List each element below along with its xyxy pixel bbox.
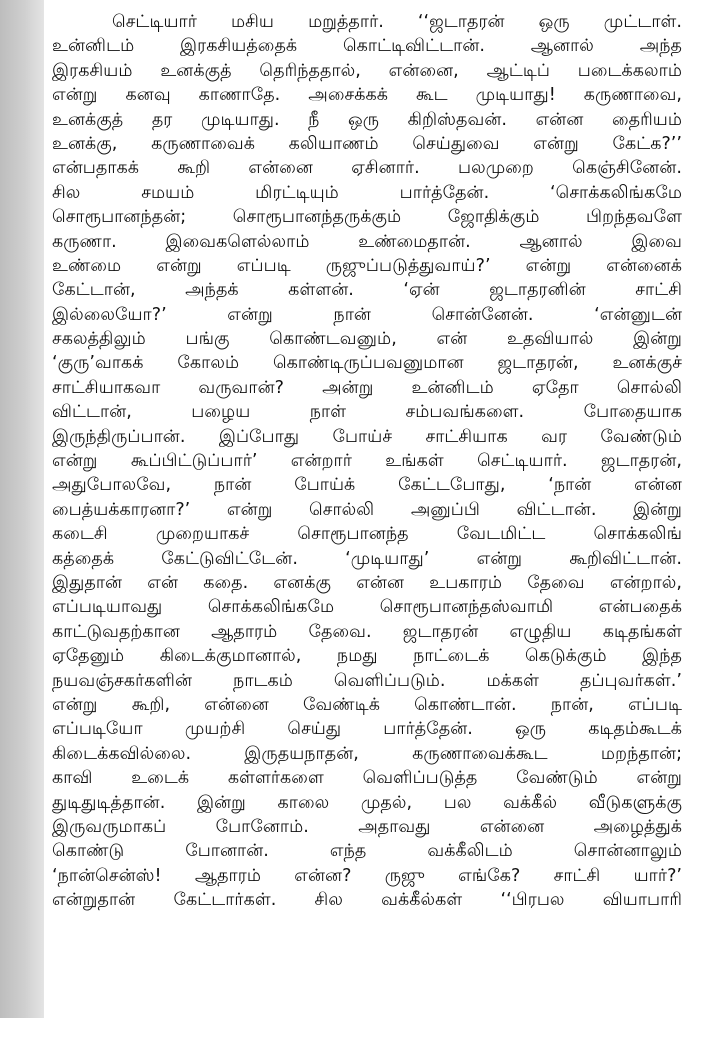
text-line: உனக்குத் தர முடியாது. நீ ஒரு கிறிஸ்தவன். என்ன தைரியம்: [52, 109, 682, 130]
text-line: என்பதாகக் கூறி என்னை ஏசினார். பலமுறை கெஞ்சினேன்.: [52, 158, 682, 179]
text-line: காவி உடைக் கள்ளர்களை வெளிப்படுத்த வேண்டும் என்று: [52, 768, 682, 789]
text-line: இரகசியம் உனக்குத் தெரிந்ததால், என்னை, ஆட்டிப் படைக்கலாம்: [52, 60, 682, 81]
text-line: இருவருமாகப் போனோம். அதாவது என்னை அழைத்துக்: [52, 816, 682, 837]
text-line: ‘குரு’வாகக் கோலம் கொண்டிருப்பவனுமான ஜடாதரன், உனக்குச்: [52, 353, 682, 374]
text-line: நயவஞ்சகர்களின் நாடகம் வெளிப்படும். மக்கள் தப்புவர்கள்.’: [52, 670, 682, 691]
text-line: சில சமயம் மிரட்டியும் பார்த்தேன். ‘சொக்கலிங்கமே: [52, 182, 682, 203]
text-line: சகலத்திலும் பங்கு கொண்டவனும், என் உதவியால் இன்று: [52, 329, 682, 350]
body-text: [52, 10, 682, 912]
text-line: கத்தைக் கேட்டுவிட்டேன். ‘முடியாது’ என்று கூறிவிட்டான்.: [52, 548, 682, 569]
text-line: இல்லையோ?’ என்று நான் சொன்னேன். ‘என்னுடன்: [52, 304, 682, 325]
text-line: துடிதுடித்தான். இன்று காலை முதல், பல வக்கீல் வீடுகளுக்கு: [52, 792, 682, 813]
text-line: பைத்யக்காரனா?’ என்று சொல்லி அனுப்பி விட்டான். இன்று: [52, 499, 682, 520]
text-line: அதுபோலவே, நான் போய்க் கேட்டபோது, ‘நான் என்ன: [52, 475, 682, 496]
text-line: செட்டியார் மசிய மறுத்தார். ‘‘ஜடாதரன் ஒரு முட்டாள்.: [112, 12, 682, 32]
text-line: இதுதான் என் கதை. எனக்கு என்ன உபகாரம் தேவை என்றால்,: [52, 572, 682, 593]
text-line: எப்படியோ முயற்சி செய்து பார்த்தேன். ஒரு கடிதம்கூடக்: [52, 719, 682, 740]
text-line: என்று கூப்பிட்டுப்பார்’ என்றார் உங்கள் செட்டியார். ஜடாதரன்,: [52, 451, 682, 472]
text-line: ‘நான்சென்ஸ்! ஆதாரம் என்ன? ருஜு எங்கே? சாட்சி யார்?’: [52, 865, 682, 886]
text-line: இருந்திருப்பான். இப்போது போய்ச் சாட்சியாக வர வேண்டும்: [52, 426, 682, 447]
text-line: என்று கூறி, என்னை வேண்டிக் கொண்டான். நான், எப்படி: [52, 694, 682, 715]
text-line: உண்மை என்று எப்படி ருஜுப்படுத்துவாய்?’ என்று என்னைக்: [52, 255, 682, 276]
text-line: உனக்கு, கருணாவைக் கலியாணம் செய்துவை என்று கேட்க?’’: [52, 133, 682, 154]
text-line: கடைசி முறையாகச் சொரூபானந்த வேடமிட்ட சொக்கலிங்: [52, 524, 682, 545]
text-line: உன்னிடம் இரகசியத்தைக் கொட்டிவிட்டான். ஆனால் அந்த: [52, 36, 682, 57]
text-line: கேட்டான், அந்தக் கள்ளன். ‘ஏன் ஜடாதரனின் சாட்சி: [52, 280, 682, 301]
text-line: சொரூபானந்தன்; சொரூபானந்தருக்கும் ஜோதிக்கும் பிறந்தவளே: [52, 207, 682, 228]
text-line: என்றுதான் கேட்டார்கள். சில வக்கீல்கள் ‘‘பிரபல வியாபாரி: [52, 890, 682, 911]
text-line: கருணா. இவைகளெல்லாம் உண்மைதான். ஆனால் இவை: [52, 231, 682, 252]
text-line: காட்டுவதற்கான ஆதாரம் தேவை. ஜடாதரன் எழுதிய கடிதங்கள்: [52, 621, 682, 642]
text-line: ஏதேனும் கிடைக்குமானால், நமது நாட்டைக் கெடுக்கும் இந்த: [52, 646, 682, 667]
text-line: கிடைக்கவில்லை. இருதயநாதன், கருணாவைக்கூட மறந்தான்;: [52, 743, 682, 764]
text-line: விட்டான், பழைய நாள் சம்பவங்களை. போதையாக: [52, 402, 682, 423]
text-line: என்று கனவு காணாதே. அசைக்கக் கூட முடியாது! கருணாவை,: [52, 85, 682, 106]
page-scan-margin: [0, 1018, 44, 1058]
text-line: கொண்டு போனான். எந்த வக்கீலிடம் சொன்னாலும்: [52, 841, 682, 862]
text-line: சாட்சியாகவா வருவான்? அன்று உன்னிடம் ஏதோ சொல்லி: [52, 377, 682, 398]
page-scan-shadow: [0, 0, 44, 1018]
text-line: எப்படியாவது சொக்கலிங்கமே சொரூபானந்தஸ்வாமி என்பதைக்: [52, 597, 682, 618]
